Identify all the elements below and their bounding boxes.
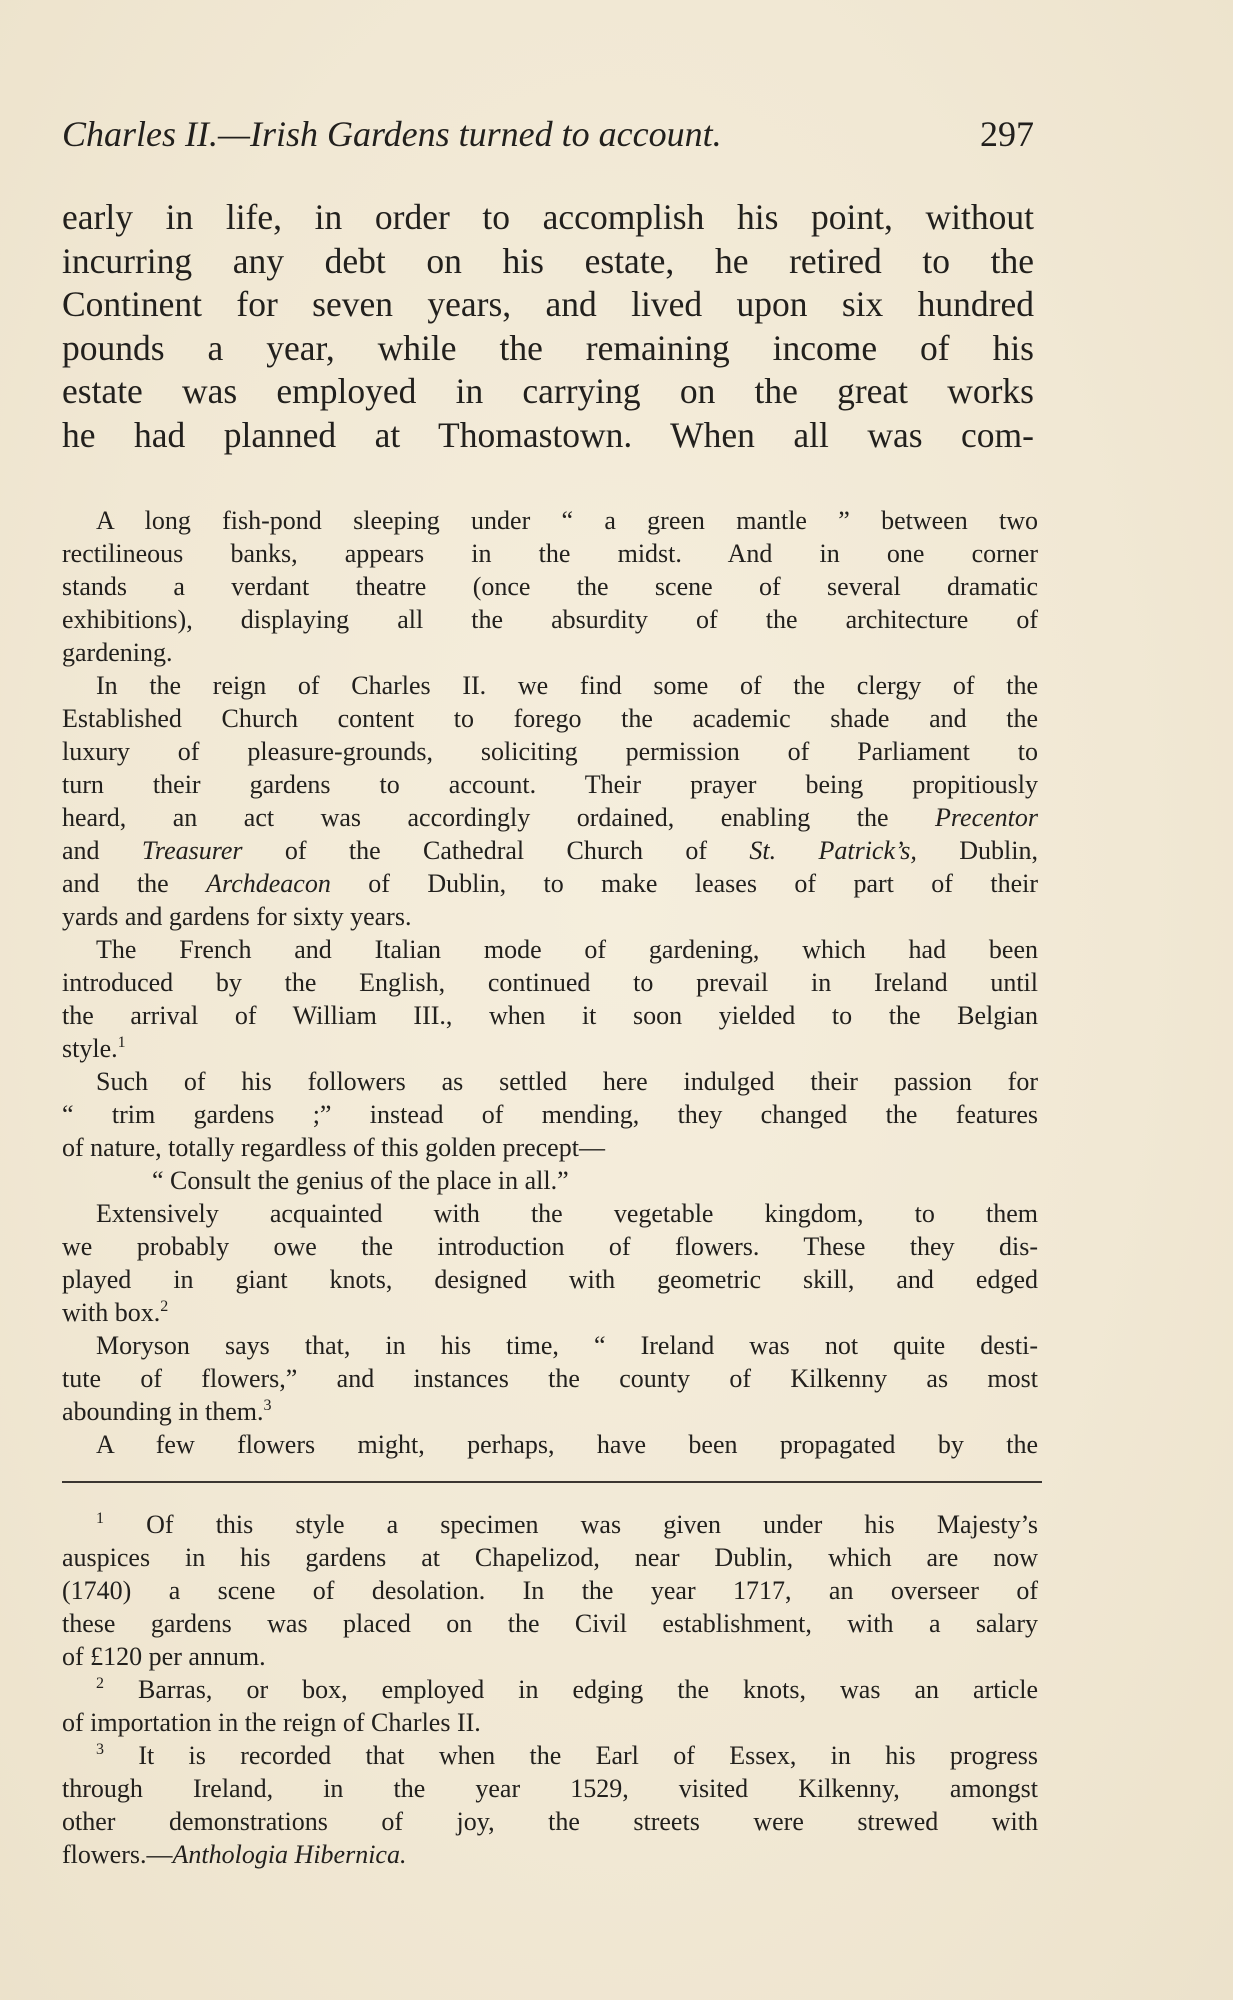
- text-line: (1740) a scene of desolation. In the year 1717, an overseer of: [62, 1576, 1038, 1605]
- text-line: The French and Italian mode of gardening, which had been: [96, 935, 1038, 964]
- main-text-line: pounds a year, while the remaining income of his: [62, 327, 1034, 368]
- paragraph-moryson: [62, 1329, 1038, 1428]
- text-run: heard, an act was accordingly ordained, enabling the: [62, 803, 889, 832]
- text-run: It is recorded that when the Earl of Essex, in his progress: [138, 1741, 1039, 1770]
- text-line: of nature, totally regardless of this golden precept—: [62, 1133, 605, 1162]
- text-run: of Dublin, to make leases of part of their: [368, 869, 1039, 898]
- text-line: through Ireland, in the year 1529, visited Kilkenny, amongst: [62, 1774, 1038, 1803]
- footnote-reference[interactable]: 1: [117, 1034, 126, 1051]
- text-line: “ trim gardens ;” instead of mending, they changed the features: [62, 1100, 1038, 1129]
- main-text-line: early in life, in order to accomplish his point, without: [62, 197, 1034, 237]
- running-head: [62, 108, 1034, 160]
- text-run: and the: [62, 869, 169, 898]
- text-run: and: [62, 836, 100, 865]
- footnotes-block: [62, 1508, 1038, 1871]
- main-text-line: he had planned at Thomastown. When all was com-: [62, 414, 1034, 455]
- text-line: of £120 per annum.: [62, 1642, 266, 1671]
- text-run: with box.: [62, 1298, 161, 1327]
- text-line: the arrival of William III., when it soon yielded to the Belgian: [62, 1001, 1038, 1030]
- footnote-2: [62, 1673, 1038, 1739]
- text-line: Established Church content to forego the academic shade and the: [62, 704, 1038, 733]
- text-line: these gardens was placed on the Civil establishment, with a salary: [62, 1609, 1038, 1638]
- italic-term-treasurer: Treasurer: [141, 836, 243, 865]
- text-line: [62, 1395, 1038, 1428]
- footnote-marker: 3: [96, 1741, 104, 1758]
- paragraph-few-flowers: [62, 1428, 1038, 1461]
- text-line: Moryson says that, in his time, “ Ireland was not quite desti-: [96, 1331, 1038, 1360]
- text-line: A few flowers might, perhaps, have been propagated by the: [96, 1430, 1038, 1459]
- footnote-separator-rule: [62, 1481, 1042, 1483]
- paragraph-charles-ii-clergy: [62, 669, 1038, 933]
- text-line: In the reign of Charles II. we find some of the clergy of the: [96, 671, 1038, 700]
- text-line: introduced by the English, continued to prevail in Ireland until: [62, 968, 1038, 997]
- text-line: [62, 1739, 1038, 1772]
- text-line: other demonstrations of joy, the streets were strewed with: [62, 1807, 1038, 1836]
- text-line: yards and gardens for sixty years.: [62, 902, 412, 931]
- text-line: [62, 1032, 1038, 1065]
- text-line: gardening.: [62, 638, 173, 667]
- running-head-title: Charles II.—Irish Gardens turned to account.: [62, 114, 722, 154]
- text-line: we probably owe the introduction of flowers. These they dis-: [62, 1232, 1038, 1261]
- paragraph-trim-gardens: [62, 1065, 1038, 1197]
- text-line: [62, 1508, 1038, 1541]
- main-text-line: estate was employed in carrying on the great works: [62, 371, 1034, 412]
- text-run: Dublin,: [959, 836, 1039, 865]
- text-line: exhibitions), displaying all the absurdity of the architecture of: [62, 605, 1038, 634]
- block-quote: “ Consult the genius of the place in all.”: [152, 1166, 569, 1195]
- text-line: A long fish-pond sleeping under “ a green mantle ” between two: [96, 506, 1038, 535]
- page-number: 297: [980, 114, 1034, 154]
- footnote-reference[interactable]: 3: [263, 1397, 272, 1414]
- text-run: of the Cathedral Church of: [284, 836, 708, 865]
- text-run: style.: [62, 1034, 118, 1063]
- italic-term-st-patricks: St. Patrick’s,: [749, 836, 917, 865]
- italic-term-archdeacon: Archdeacon: [206, 869, 331, 898]
- text-line: [62, 1838, 1038, 1871]
- text-line: played in giant knots, designed with geometric skill, and edged: [62, 1265, 1038, 1294]
- text-line: tute of flowers,” and instances the county of Kilkenny as most: [62, 1364, 1038, 1393]
- main-text-block: [62, 196, 1034, 458]
- footnote-3: [62, 1739, 1038, 1871]
- text-run: Of this style a specimen was given under his Majesty’s: [146, 1510, 1038, 1539]
- footnote-marker: 2: [96, 1675, 104, 1692]
- text-line: Extensively acquainted with the vegetable kingdom, to them: [96, 1199, 1038, 1228]
- text-line: of importation in the reign of Charles II.: [62, 1708, 481, 1737]
- text-line: [62, 834, 1038, 867]
- paragraph-flowers: [62, 1197, 1038, 1329]
- paragraph-french-italian-mode: [62, 933, 1038, 1065]
- text-line: stands a verdant theatre (once the scene of several dramatic: [62, 572, 1038, 601]
- text-line: rectilineous banks, appears in the midst. And in one corner: [62, 539, 1038, 568]
- text-line: [62, 867, 1038, 900]
- small-type-body: [62, 504, 1038, 1461]
- text-line: [62, 801, 1038, 834]
- text-line: auspices in his gardens at Chapelizod, near Dublin, which are now: [62, 1543, 1038, 1572]
- footnote-1: [62, 1508, 1038, 1673]
- text-line: [62, 1296, 1038, 1329]
- text-line: luxury of pleasure-grounds, soliciting permission of Parliament to: [62, 737, 1038, 766]
- text-line: [62, 1673, 1038, 1706]
- main-text-line: incurring any debt on his estate, he retired to the: [62, 240, 1034, 281]
- text-run: Barras, or box, employed in edging the knots, was an article: [138, 1675, 1039, 1704]
- text-run: flowers.—: [62, 1840, 173, 1869]
- main-text-line: Continent for seven years, and lived upon six hundred: [62, 284, 1034, 325]
- text-line: Such of his followers as settled here indulged their passion for: [96, 1067, 1038, 1096]
- footnote-marker: 1: [96, 1510, 104, 1527]
- text-line: turn their gardens to account. Their prayer being propitiously: [62, 770, 1038, 799]
- paragraph-fish-pond: [62, 504, 1038, 669]
- italic-term-precentor: Precentor: [935, 803, 1038, 832]
- footnote-reference[interactable]: 2: [160, 1298, 169, 1315]
- italic-source-title: Anthologia Hibernica.: [172, 1840, 407, 1869]
- text-run: abounding in them.: [62, 1397, 264, 1426]
